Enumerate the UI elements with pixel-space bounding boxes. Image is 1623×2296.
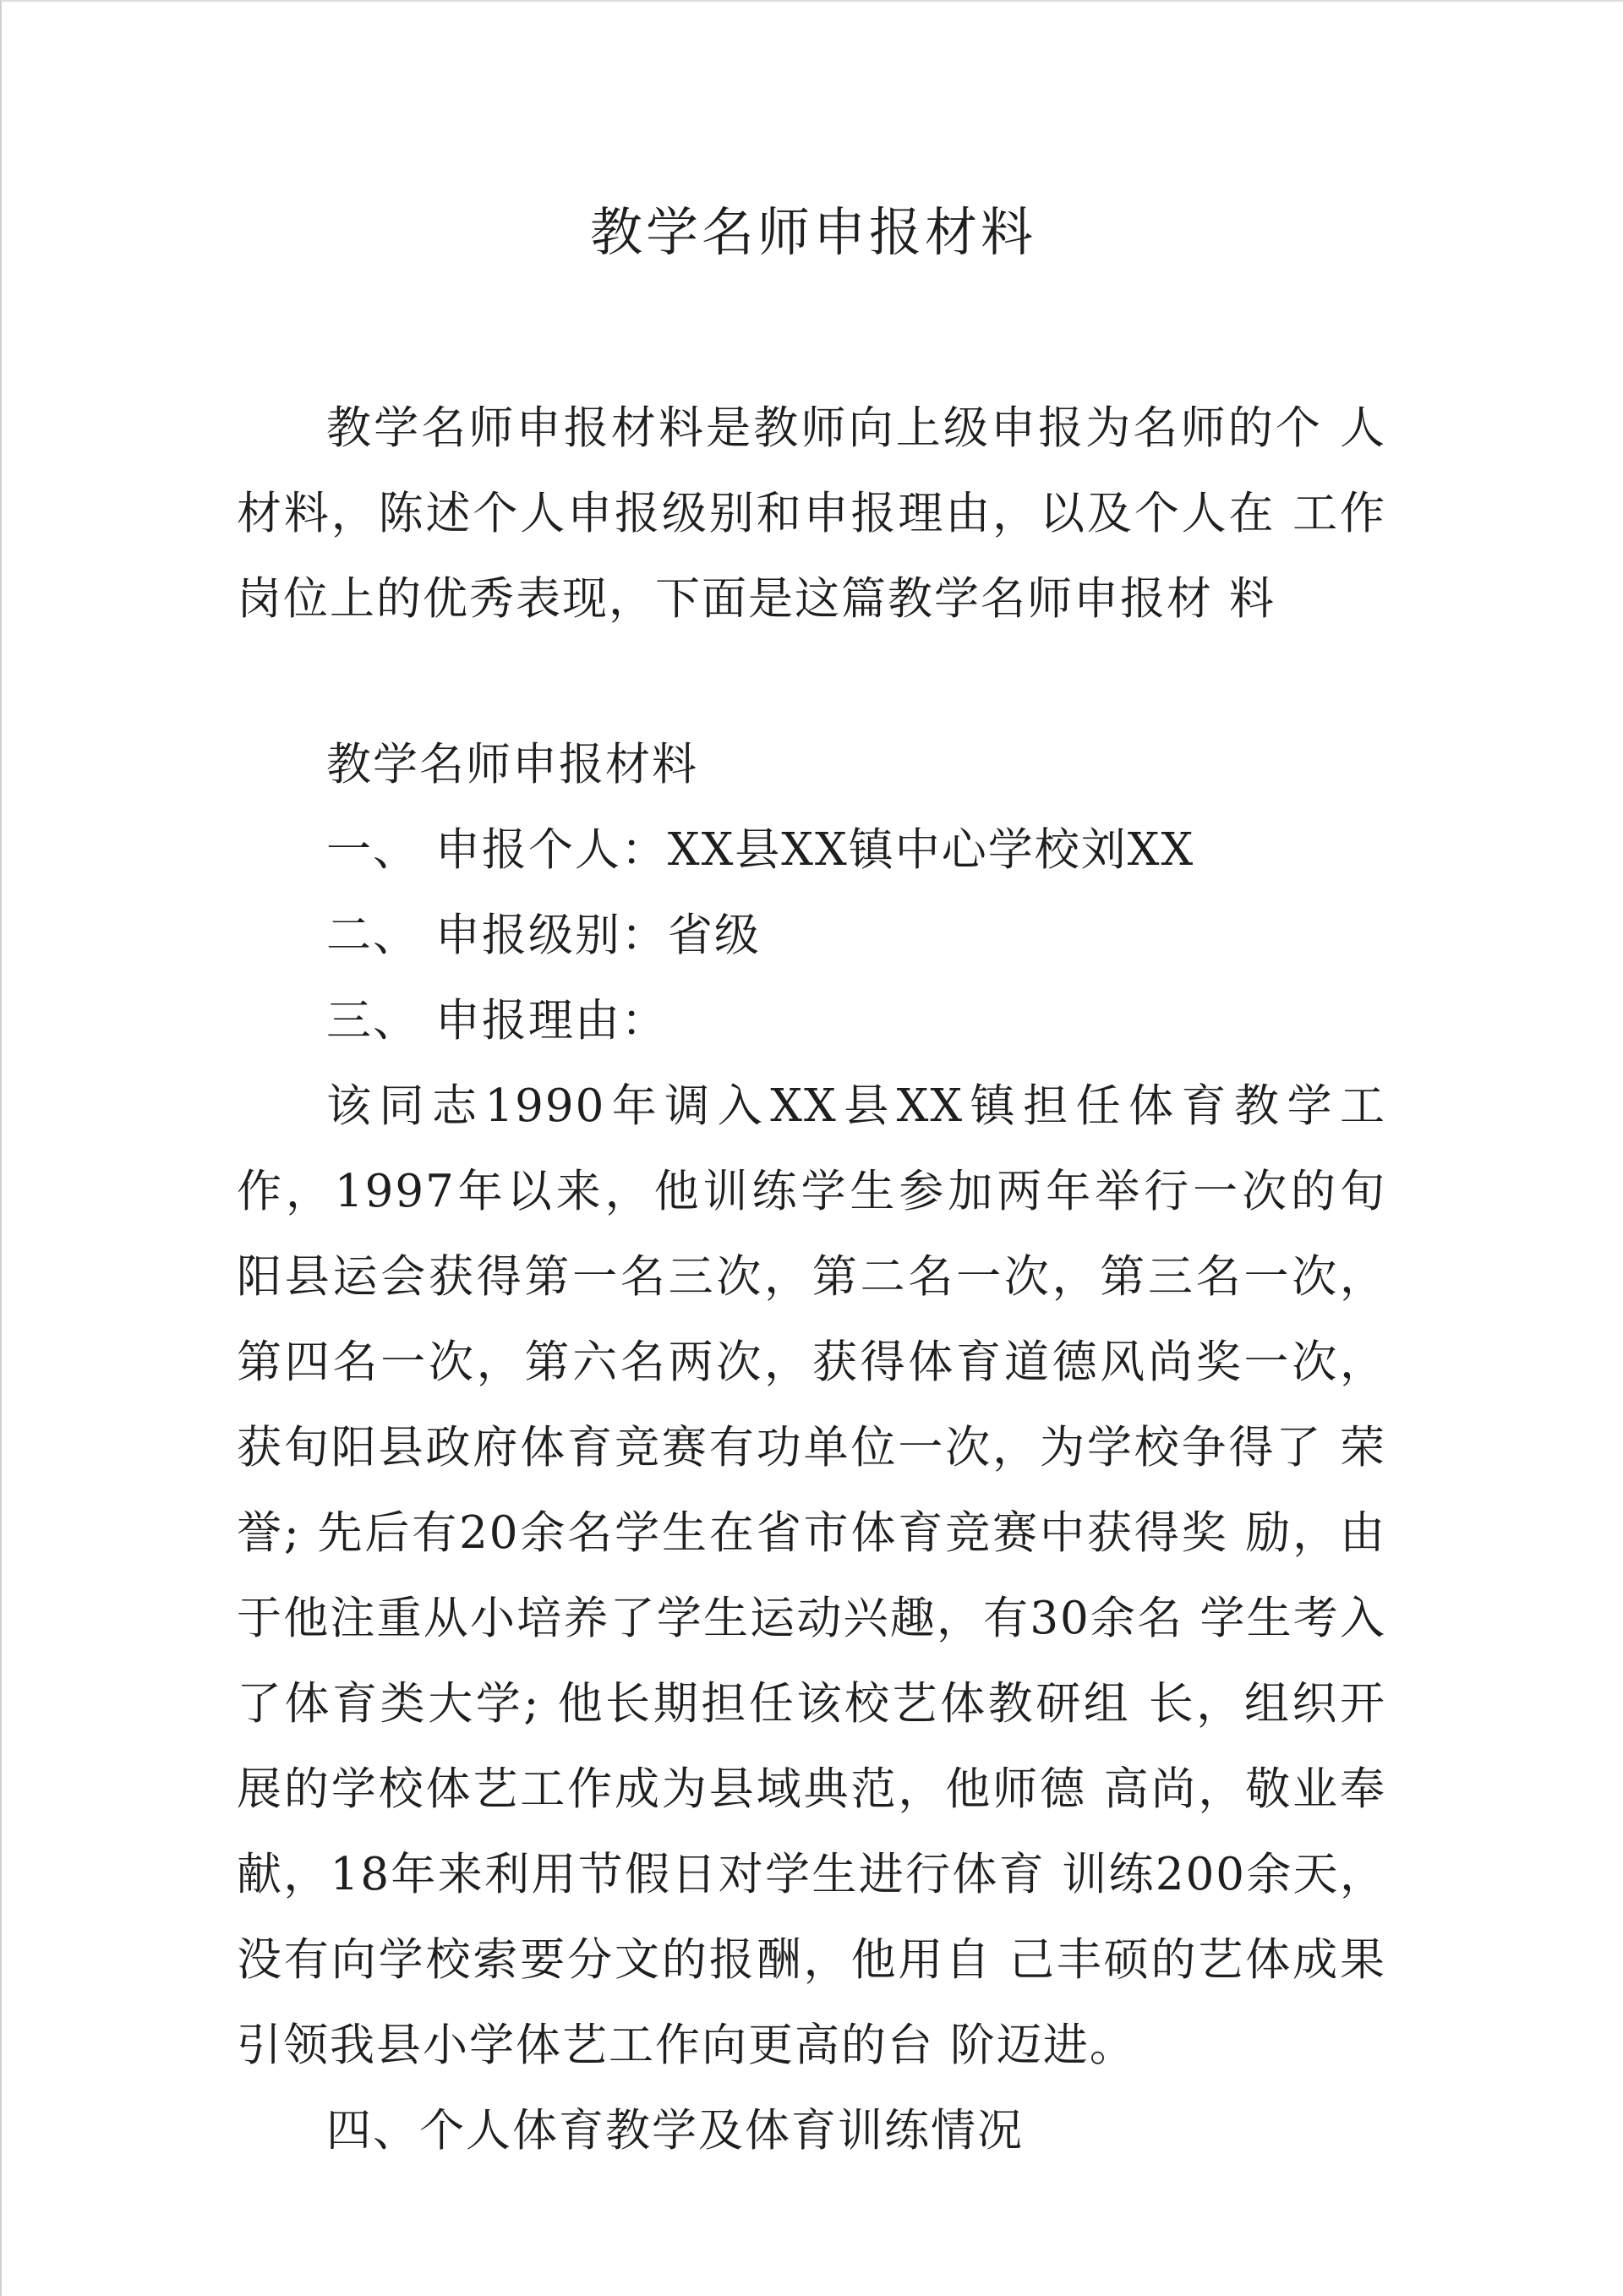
section-title: 教学名师申报材料 xyxy=(326,739,698,790)
intro-block xyxy=(237,385,1386,642)
document-title: 教学名师申报材料 xyxy=(589,201,1036,263)
applicant-item: 一、 申报个人：XX县XX镇中心学校刘XX xyxy=(326,824,1195,876)
reason-paragraph: 该同志1990年调入XX县XX镇担任体育教学工 作，1997年以来，他训练学生参加两年举行一次的旬 阳县运会获得第一名三次，第二名一次，第三名一次， 第四名一次，第六名两次，获得体育道德风尚奖一次， 获旬阳县政府体育竞赛有功单位一次，为学校争得了 荣誉; 先后有20余名学生在省市体育竞赛中获得奖 励，由于他注重从小培养了学生运动兴趣，有30余名 学生考入了体育类大学; 他长期担任该校艺体教研组 长，组织开展的学校体艺工作成为县域典范，他师德 高尚，敬业奉献，18年来利用节假日对学生进行体育 训练200余天，没有向学校索要分文的报酬，他用自 己丰硕的艺体成果引领我县小学体艺工作向更高的台 阶迈进。 xyxy=(237,1080,1386,2071)
application-body xyxy=(237,722,1386,2173)
intro-paragraph: 教学名师申报材料是教师向上级申报为名师的个 人材料，陈述个人申报级别和申报理由，以及个人在 工作岗位上的优秀表现，下面是这篇教学名师申报材 料 xyxy=(237,402,1386,625)
level-item: 二、 申报级别：省级 xyxy=(326,910,761,961)
training-heading: 四、个人体育教学及体育训练情况 xyxy=(326,2105,1024,2157)
reason-heading: 三、 申报理由： xyxy=(326,995,668,1047)
